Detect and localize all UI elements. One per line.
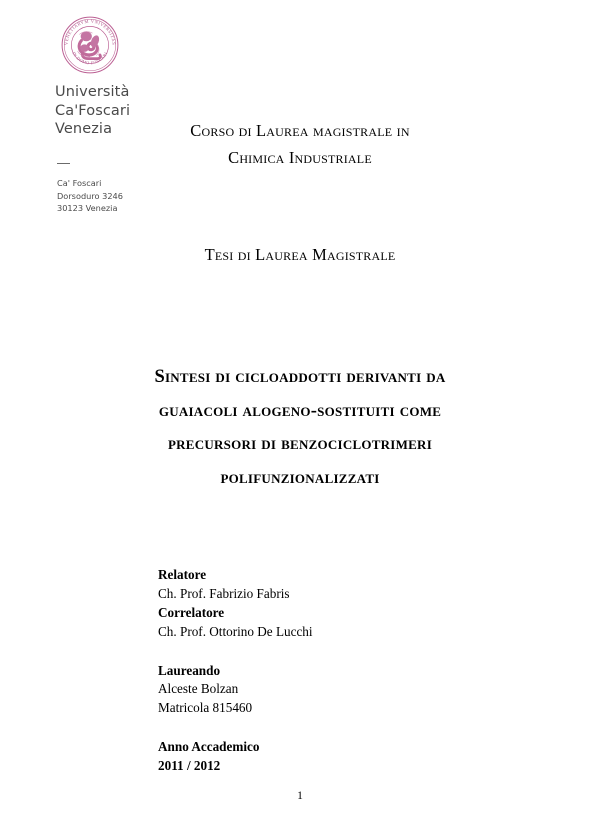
svg-text:VENETIARVM VNIVERSITAS: VENETIARVM VNIVERSITAS	[63, 18, 117, 46]
course-heading-line-2: Chimica Industriale	[228, 147, 372, 167]
page-number: 1	[297, 790, 303, 802]
thesis-title-line-3: precursori di benzociclotrimeri	[167, 434, 433, 455]
credits-spacer-2	[158, 718, 488, 738]
course-heading	[100, 118, 500, 171]
academic-year-value: 2011 / 2012	[158, 758, 221, 773]
thesis-kind-heading: Tesi di Laurea Magistrale	[204, 245, 396, 264]
letterhead	[55, 14, 185, 215]
address-line-1: Ca' Foscari	[57, 178, 102, 189]
supervisor-label: Relatore	[158, 567, 207, 582]
address-line-2: Dorsoduro 3246	[57, 190, 123, 201]
wordmark-line-cafoscari: Ca'Foscari	[55, 102, 131, 119]
academic-year-label: Anno Accademico	[158, 739, 260, 755]
thesis-title-line-2: guaiacoli alogeno-sostituiti come	[158, 400, 442, 421]
thesis-title-line-1: Sintesi di cicloaddotti derivanti da	[154, 367, 446, 387]
letterhead-divider	[57, 163, 70, 165]
thesis-title-line-4: polifunzionalizzati	[220, 467, 380, 488]
wordmark-line-venezia: Venezia	[55, 121, 113, 138]
course-heading-line-1: Corso di Laurea magistrale in	[190, 121, 410, 140]
credits-spacer-1	[158, 642, 488, 662]
wordmark-line-universita: Università	[55, 84, 130, 100]
candidate-label: Laureando	[158, 662, 221, 678]
supervisor-name: Ch. Prof. Fabrizio Fabris	[158, 585, 290, 601]
address-line-3: 30123 Venezia	[57, 203, 118, 214]
university-address	[57, 177, 185, 214]
candidate-name: Alceste Bolzan	[158, 681, 239, 697]
cosupervisor-name: Ch. Prof. Ottorino De Lucchi	[158, 623, 313, 639]
credits-block	[158, 566, 488, 776]
university-seal	[59, 14, 121, 76]
svg-text:IN DOMO FOSCARI: IN DOMO FOSCARI	[71, 50, 109, 66]
ca-foscari-seal-icon	[59, 14, 121, 76]
cosupervisor-label: Correlatore	[158, 604, 225, 620]
thesis-title	[60, 361, 540, 496]
candidate-matriculation: Matricola 815460	[158, 700, 253, 716]
